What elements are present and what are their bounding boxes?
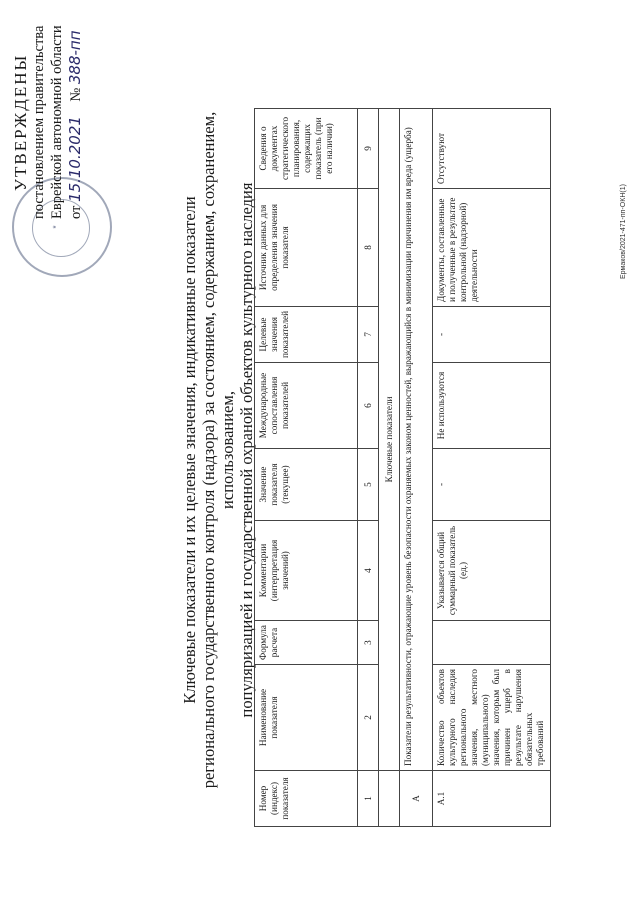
row-name: Количество объектов культурного наследия регионального значения, местного (муниципального) значения, которым был причинен ущерб в результате нарушения обязательных требований [433, 665, 551, 771]
row-formula [433, 621, 551, 665]
header-cell: Номер (индекс) показателя [255, 771, 358, 827]
approval-heading: УТВЕРЖДЕНЫ [11, 53, 30, 191]
handwritten-number: 388-пп [66, 30, 84, 85]
indicators-table [254, 108, 551, 827]
column-number: 3 [358, 621, 379, 665]
header-row [255, 108, 358, 826]
row-target: - [433, 306, 551, 362]
column-number: 9 [358, 108, 379, 188]
header-cell: Наименование показателя [255, 665, 358, 771]
group-row [400, 108, 433, 826]
column-number-row [358, 108, 379, 826]
date-prefix: от [68, 205, 84, 219]
row-comment: Указывается общий суммарный показатель (ед.) [433, 521, 551, 621]
column-number: 4 [358, 521, 379, 621]
group-code: А [400, 771, 433, 827]
row-source: Документы, составленные и полученные в результате контрольной (надзорной) деятельности [433, 188, 551, 306]
group-text: Показатели результативности, отражающие уровень безопасности охраняемых законом ценностей, выражающийся в минимизации причинения им вреда (ущерба) [400, 108, 433, 770]
number-prefix: № [68, 87, 84, 102]
row-international: Не используются [433, 363, 551, 449]
column-number: 1 [358, 771, 379, 827]
header-cell: Целевые значения показателей [255, 306, 358, 362]
title-line3: популяризацией и государственной охраной объектов культурного наследия [237, 182, 256, 718]
header-cell: Международные сопоставления показателей [255, 363, 358, 449]
title-line2: регионального государственного контроля (надзора) за состоянием, содержанием, сохранением, использованием, [199, 111, 237, 789]
table-row [433, 108, 551, 826]
document-code: Ермаков/2021-471-пп-ОКН(1) [620, 184, 627, 279]
column-number: 8 [358, 188, 379, 306]
section-row [379, 108, 400, 826]
approval-date-line [66, 9, 85, 219]
row-code: А.1 [433, 771, 551, 827]
header-cell: Сведения о документах стратегического планирования, содержащих показатель (при его наличии) [255, 108, 358, 188]
header-cell: Формула расчета [255, 621, 358, 665]
title-line1: Ключевые показатели и их целевые значения, индикативные показатели [180, 196, 199, 704]
row-docs: Отсутствуют [433, 108, 551, 188]
section-title: Ключевые показатели [379, 108, 400, 770]
handwritten-date: 15.10.2021 [66, 116, 84, 202]
header-cell: Источник данных для определения значения показателя [255, 188, 358, 306]
approval-block [12, 9, 85, 329]
row-current: - [433, 449, 551, 521]
official-seal: ★ [12, 177, 112, 277]
header-cell: Значение показателя (текущее) [255, 449, 358, 521]
column-number: 6 [358, 363, 379, 449]
header-cell: Комментарии (интерпретация значений) [255, 521, 358, 621]
document-title [180, 55, 256, 845]
approval-line2: Еврейской автономной области [49, 25, 65, 219]
column-number: 5 [358, 449, 379, 521]
column-number: 7 [358, 306, 379, 362]
column-number: 2 [358, 665, 379, 771]
approval-line1: постановлением правительства [31, 25, 47, 219]
